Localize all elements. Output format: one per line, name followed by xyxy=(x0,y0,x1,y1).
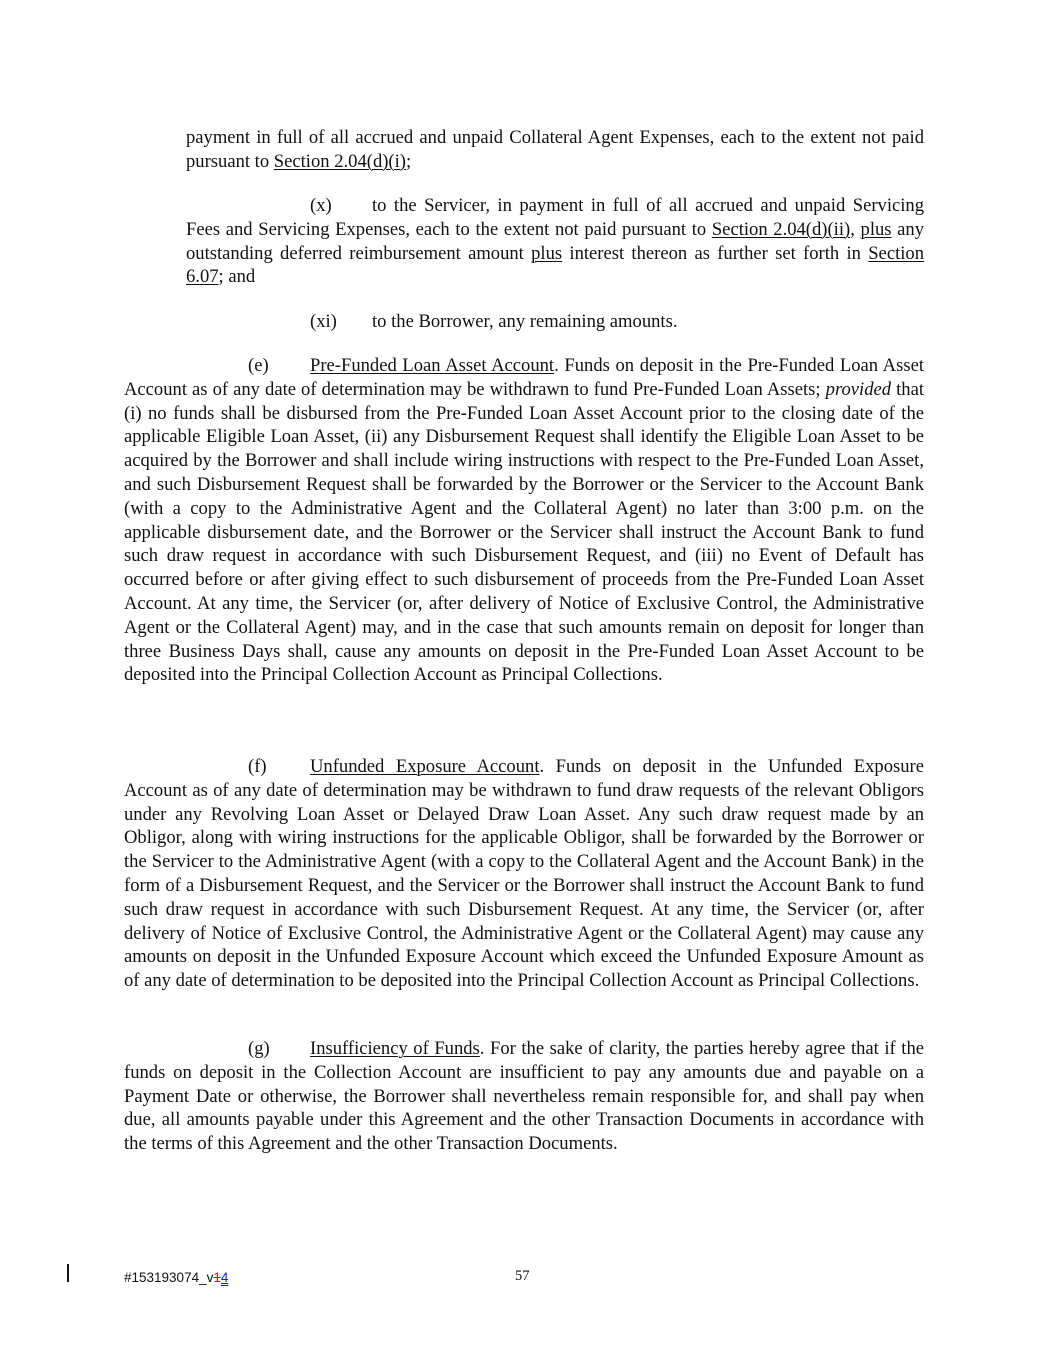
item-x-label: (x) xyxy=(310,195,332,216)
item-x-text: any outstanding deferred reimbursement amount xyxy=(186,218,925,264)
section-reference-link: Section 2.04(d)(ii) xyxy=(711,218,851,240)
section-reference-link: Section 2.04(d)(i) xyxy=(273,150,406,172)
doc-id-prefix: #153193074_v xyxy=(124,1270,214,1285)
section-g-paragraph xyxy=(124,1037,924,1156)
section-e-text: that (i) no funds shall be disbursed from the Pre-Funded Loan Asset Account prior to the closing date of the applicable Eligible Loan Asset, (ii) any Disbursement Request shall identify the Eligible Loan Asset to be acquired by the Borrower and shall include wiring instructions with respect to the Pre-Funded Loan Asset, and such Disbursement Request shall be forwarded by the Borrower or the Servicer to the Account Bank (with a copy to the Administrative Agent and the Collateral Agent) no later than 3:00 p.m. on the applicable disbursement date, and the Borrower or the Servicer shall instruct the Account Bank to fund such draw request in accordance with such Disbursement Request, and (iii) no Event of Default has occurred before or after giving effect to such disbursement of proceeds from the Pre-Funded Loan Asset Account. At any time, the Servicer (or, after delivery of Notice of Exclusive Control, the Administrative Agent or the Collateral Agent) may, and in the case that such amounts remain on deposit for longer than three Business Days shall, cause any amounts on deposit in the Pre-Funded Loan Asset Account to be deposited into the Principal Collection Account as Principal Collections. xyxy=(124,378,924,686)
item-x-text: ; and xyxy=(218,266,256,288)
heading-punct: . xyxy=(479,1038,485,1059)
section-e-label: (e) xyxy=(248,355,269,376)
continuation-text: payment in full of all accrued and unpaid Collateral Agent Expenses, each to the extent not paid pursuant to xyxy=(186,127,924,172)
item-x-paragraph xyxy=(186,194,924,289)
section-f-paragraph xyxy=(124,755,924,993)
provided-term: provided xyxy=(825,378,892,400)
page-footer xyxy=(0,1264,1055,1286)
deleted-version: 1 xyxy=(213,1270,221,1285)
section-g-text: For the sake of clarity, the parties hereby agree that if the funds on deposit in the Collection Account are insufficient to pay any amounts due and payable on a Payment Date or otherwise, the Borrower shall nevertheless remain responsible for, and shall pay when due, all amounts payable under this Agreement and the other Transaction Documents in accordance with the terms of this Agreement and the other Transaction Documents. xyxy=(124,1038,924,1155)
section-g-label: (g) xyxy=(248,1038,270,1059)
change-bar-marker xyxy=(67,1264,69,1282)
section-e-heading: Pre-Funded Loan Asset Account xyxy=(310,355,555,376)
item-xi-text: to the Borrower, any remaining amounts. xyxy=(372,311,678,332)
item-x-text: interest thereon as further set forth in xyxy=(562,242,869,264)
section-g-heading: Insufficiency of Funds xyxy=(310,1038,480,1059)
heading-punct: . xyxy=(554,355,559,376)
item-x-text: , xyxy=(850,218,861,240)
item-xi-paragraph xyxy=(124,310,924,334)
heading-punct: . xyxy=(539,756,545,777)
section-f-label: (f) xyxy=(248,756,267,777)
continuation-punct: ; xyxy=(406,150,412,172)
section-reference-link: Section 6.07 xyxy=(186,242,924,288)
continuation-paragraph xyxy=(186,126,924,174)
section-f-heading: Unfunded Exposure Account xyxy=(310,756,540,777)
section-e-text: Funds on deposit in the Pre-Funded Loan Asset Account as of any date of determination may be withdrawn to fund Pre-Funded Loan Assets; xyxy=(124,355,924,400)
plus-term: plus xyxy=(860,218,892,240)
page-number: 57 xyxy=(515,1268,530,1284)
plus-term: plus xyxy=(531,242,563,264)
inserted-version: 4 xyxy=(220,1270,229,1285)
document-id xyxy=(124,1266,228,1290)
section-e-paragraph xyxy=(124,354,924,687)
section-f-text: Funds on deposit in the Unfunded Exposure Account as of any date of determination may be withdrawn to fund draw requests of the relevant Obligors under any Revolving Loan Asset or Delayed Draw Loan Asset. Any such draw request made by an Obligor, along with wiring instructions for the applicable Obligor, shall be forwarded by the Borrower or the Servicer to the Administrative Agent (with a copy to the Collateral Agent and the Account Bank) in the form of a Disbursement Request, and the Servicer or the Borrower shall instruct the Account Bank to fund such draw request in accordance with such Disbursement Request. At any time, the Servicer (or, after delivery of Notice of Exclusive Control, the Administrative Agent or the Collateral Agent) may cause any amounts on deposit in the Unfunded Exposure Account which exceed the Unfunded Exposure Amount as of any date of determination to be deposited into the Principal Collection Account as Principal Collections. xyxy=(124,756,925,992)
item-x-text: to the Servicer, in payment in full of all accrued and unpaid Servicing Fees and Servicing Expenses, each to the extent not paid pursuant to xyxy=(186,195,924,240)
item-xi-label: (xi) xyxy=(310,311,337,332)
